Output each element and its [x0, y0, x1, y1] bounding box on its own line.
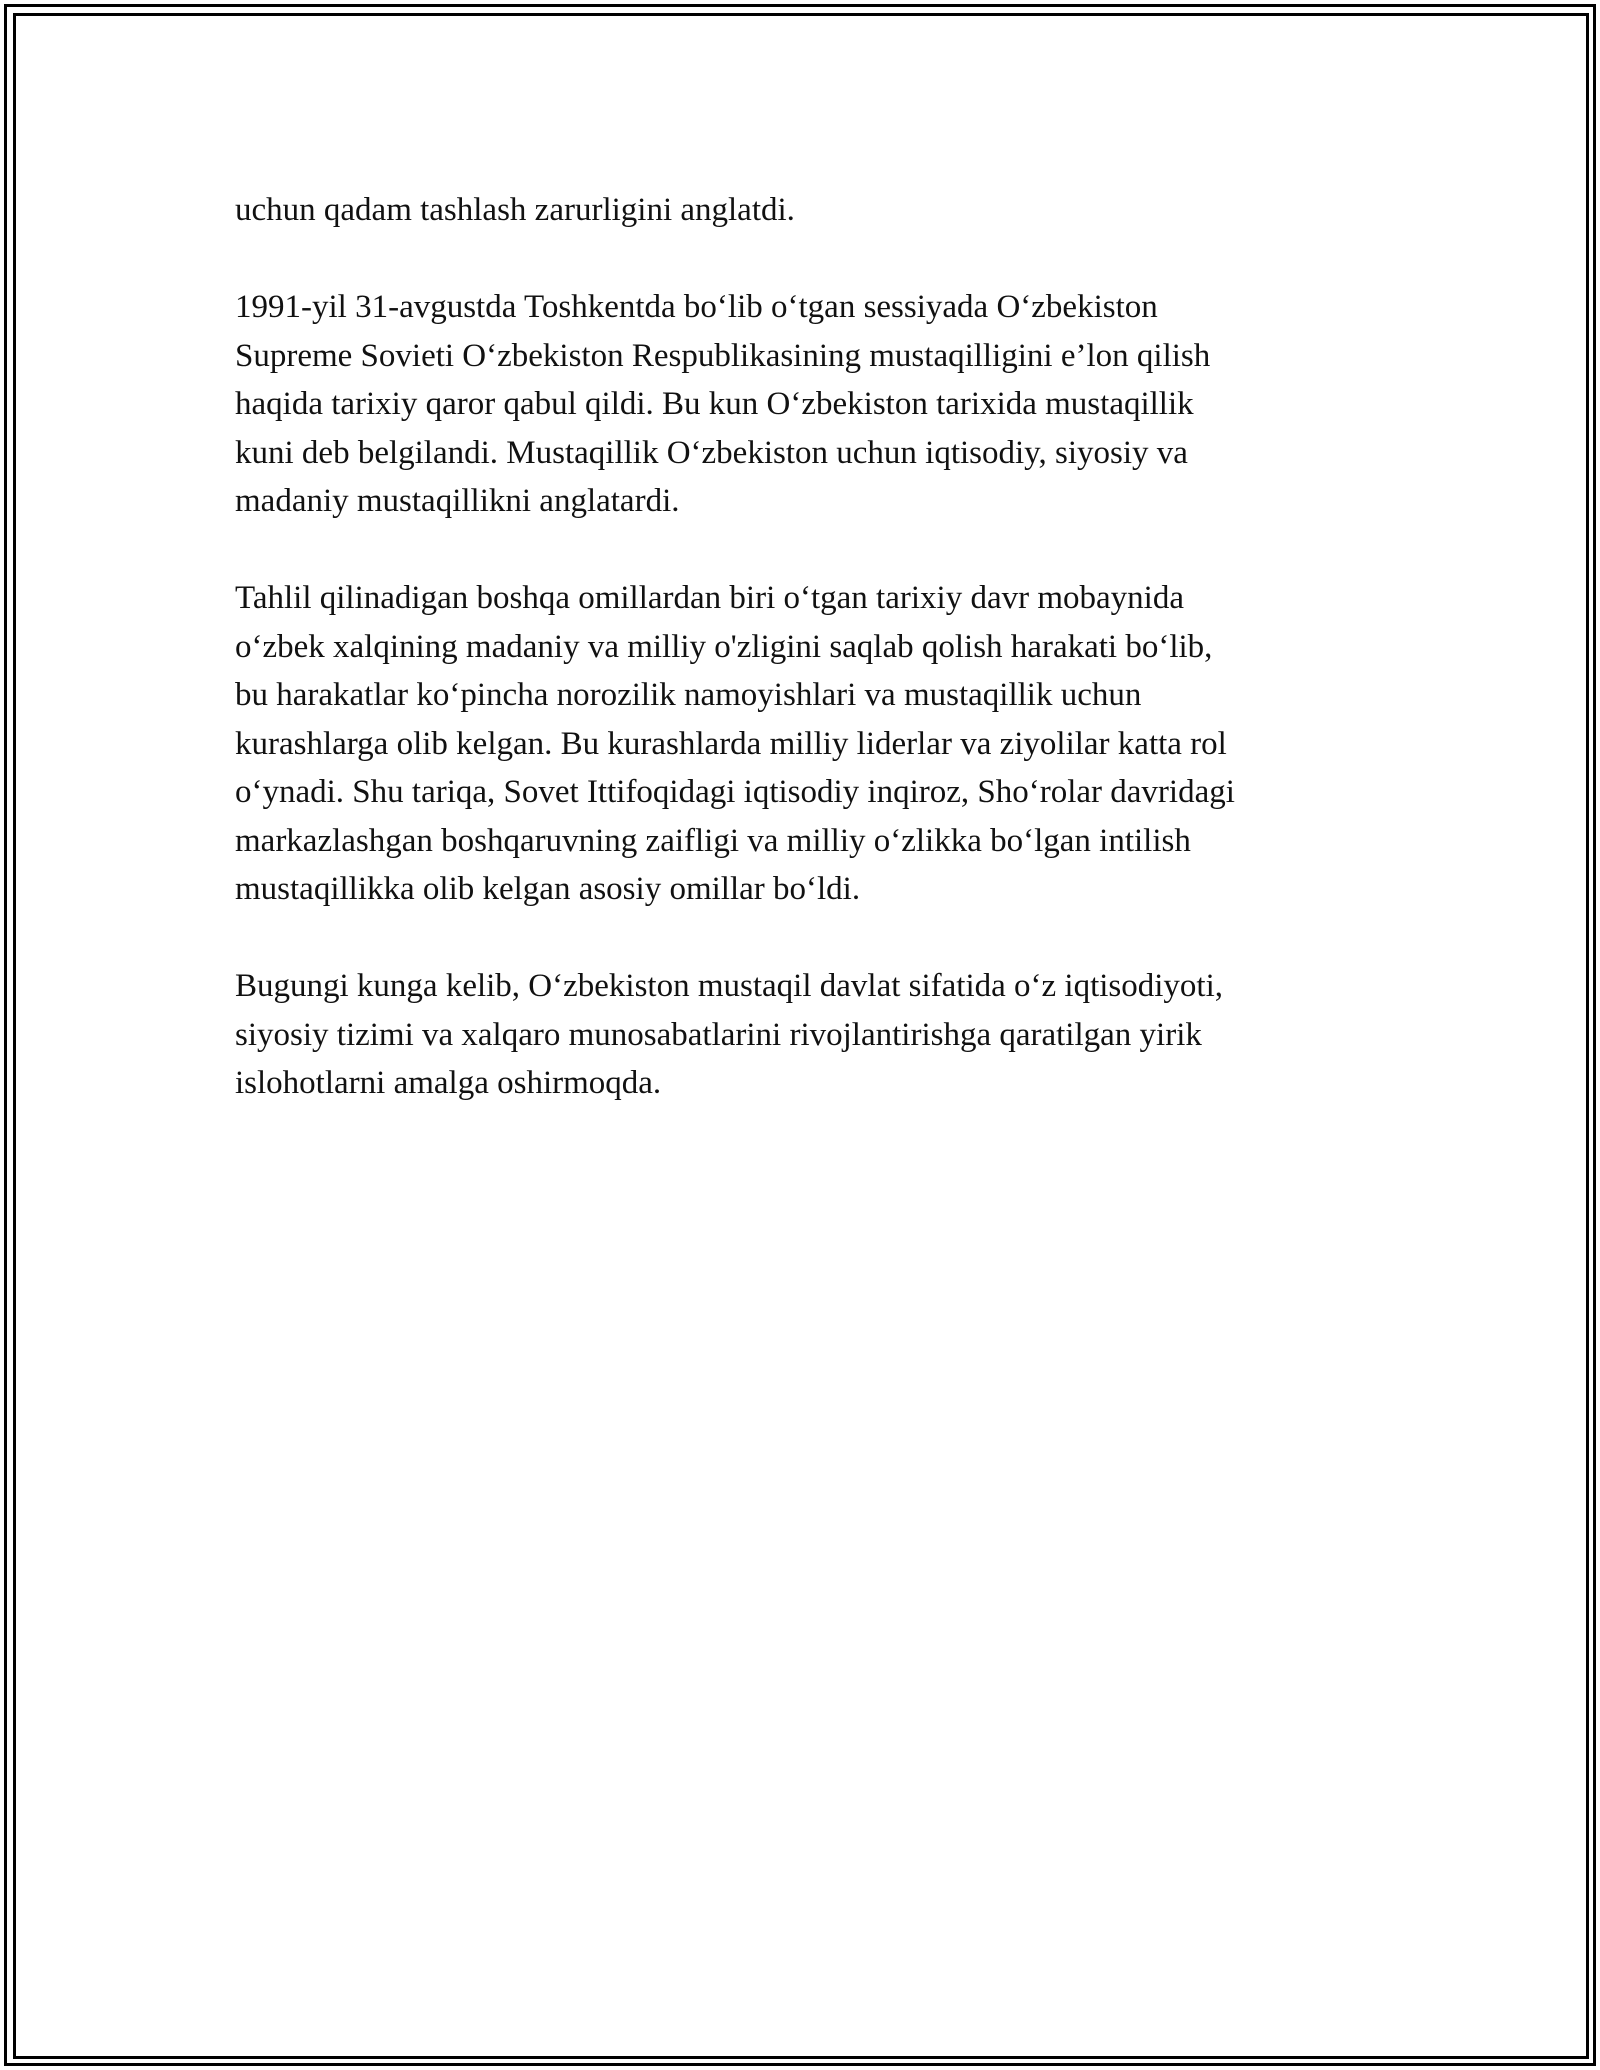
paragraph-1: [235, 186, 1365, 235]
text-line: bu harakatlar ko‘pincha norozilik namoyishlari va mustaqillik uchun: [235, 677, 1142, 713]
text-line: islohotlarni amalga oshirmoqda.: [235, 1065, 662, 1101]
text-line: o‘zbek xalqining madaniy va milliy o'zligini saqlab qolish harakati bo‘lib,: [235, 628, 1213, 665]
text-line: kuni deb belgilandi. Mustaqillik O‘zbekiston uchun iqtisodiy, siyosiy va: [235, 434, 1188, 471]
text-line: kurashlarga olib kelgan. Bu kurashlarda milliy liderlar va ziyolilar katta rol: [235, 725, 1227, 762]
text-line: siyosiy tizimi va xalqaro munosabatlarini rivojlantirishga qaratilgan yirik: [235, 1016, 1202, 1053]
text-line: Supreme Sovieti O‘zbekiston Respublikasining mustaqilligini e’lon qilish: [235, 337, 1211, 374]
text-line: 1991-yil 31-avgustda Toshkentda bo‘lib o‘tgan sessiyada O‘zbekiston: [235, 289, 1158, 325]
paragraph-3: [235, 574, 1365, 914]
text-line: Tahlil qilinadigan boshqa omillardan biri o‘tgan tarixiy davr mobaynida: [235, 580, 1184, 616]
text-line: madaniy mustaqillikni anglatardi.: [235, 483, 680, 519]
text-line: uchun qadam tashlash zarurligini anglatdi.: [235, 192, 795, 228]
text-line: markazlashgan boshqaruvning zaifligi va milliy o‘zlikka bo‘lgan intilish: [235, 822, 1191, 859]
document-body: [235, 186, 1365, 1156]
paragraph-4: [235, 962, 1365, 1108]
text-line: haqida tarixiy qaror qabul qildi. Bu kun O‘zbekiston tarixida mustaqillik: [235, 386, 1194, 422]
text-line: o‘ynadi. Shu tariqa, Sovet Ittifoqidagi iqtisodiy inqiroz, Sho‘rolar davridagi: [235, 774, 1235, 810]
text-line: mustaqillikka olib kelgan asosiy omillar bo‘ldi.: [235, 871, 861, 907]
text-line: Bugungi kunga kelib, O‘zbekiston mustaqil davlat sifatida o‘z iqtisodiyoti,: [235, 968, 1224, 1004]
paragraph-2: [235, 283, 1365, 526]
